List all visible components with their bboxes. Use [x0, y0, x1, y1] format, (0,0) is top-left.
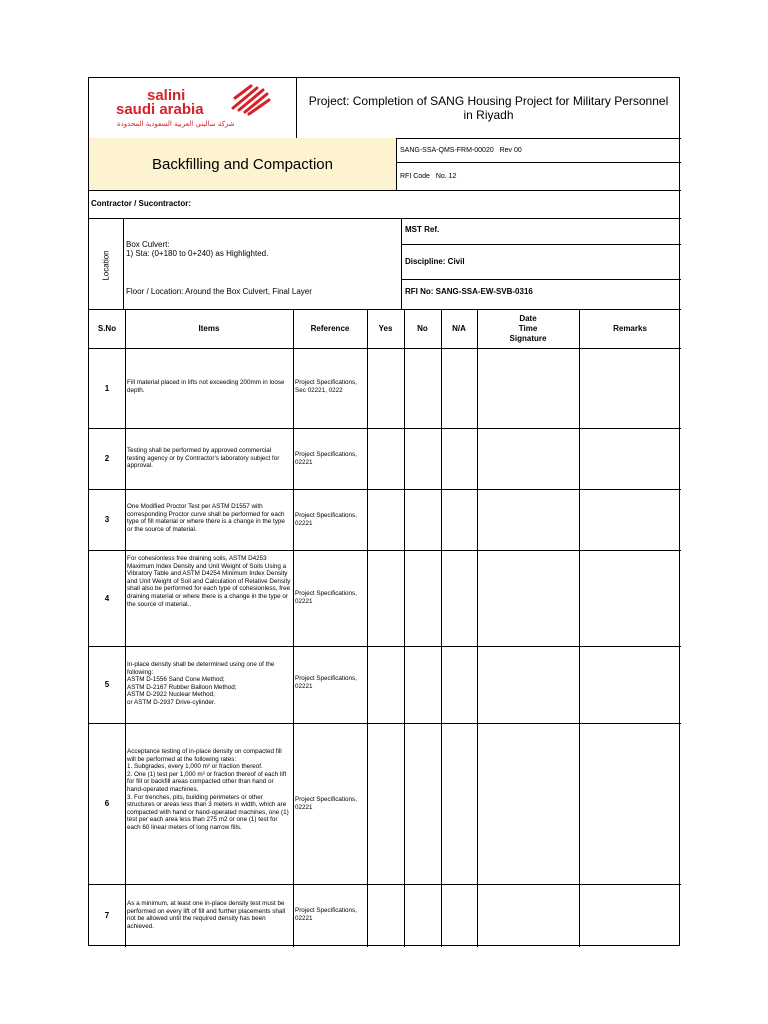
logo-line1: salini [147, 87, 186, 104]
row-3-item: One Modified Proctor Test per ASTM D1557 with corresponding Proctor curve shall be performed for each type of fill material or where there is a change in the type or the source of material. [127, 503, 285, 533]
header-signature: Signature [509, 333, 547, 343]
rfi-code-cell [400, 172, 570, 181]
row-7-reference: Project Specifications, 02221 [295, 907, 357, 922]
rfi-no: RFI No: SANG-SSA-EW-SVB-0316 [405, 287, 533, 296]
row-7-item: As a minimum, at least one in-place density test must be performed on every lift of fill and further placements shall not be allowed until the required density has been achieved. [127, 900, 286, 930]
floor-location: Floor / Location: Around the Box Culvert, Final Layer [126, 287, 312, 296]
rfi-code-label: RFI Code [400, 173, 430, 180]
logo-arabic: شركة ساليني العربية السعودية المحدودة [117, 120, 235, 128]
row-1-item: Fill material placed in lifts not exceeding 200mm in loose depth. [127, 379, 285, 394]
row-4-sno: 4 [104, 593, 110, 603]
row-2-reference: Project Specifications, 02221 [295, 451, 357, 466]
header-date: Date [519, 313, 537, 323]
header-no: No [417, 323, 428, 333]
contractor-label: Contractor / Sucontractor: [91, 199, 192, 208]
form-title: Backfilling and Compaction [89, 138, 396, 190]
row-3-reference: Project Specifications, 02221 [295, 512, 357, 527]
header-na: N/A [452, 323, 466, 333]
row-2-item: Testing shall be performed by approved commercial testing agency or by Contractor's laboratory subject for approval. [127, 447, 280, 470]
row-7-sno: 7 [104, 911, 110, 920]
company-logo [89, 78, 296, 138]
row-3-sno: 3 [104, 515, 110, 524]
location-label-cell [89, 235, 123, 295]
logo-mark-icon [89, 78, 296, 138]
mst-ref: MST Ref. [405, 225, 440, 234]
header-reference: Reference [310, 323, 350, 333]
header-items: Items [198, 323, 220, 333]
rfi-code-no: No. 12 [435, 173, 457, 180]
doc-code-cell [400, 146, 570, 155]
row-6-item: Acceptance testing of in-place density on compacted fill will be performed at the following rates: 1. Subgrades, every 1,000 m² or fraction thereof. 2. One (1) test per 1,000 m² or fraction thereof of each lift for fill or backfill areas compacted other than hand or hand-operated machines. 3. For trenches, pits, building perimeters or other structures or areas less than 3 meters in width, which are compacted with hand or hand-operated machines, one (1) test per each area less than 275 m2 or one (1) test for each 60 linear meters of long narrow fills. [127, 748, 289, 831]
rev: Rev 00 [499, 147, 522, 154]
header-sno: S.No [97, 323, 117, 333]
box-culvert: Box Culvert: [126, 240, 170, 249]
row-6-sno: 6 [104, 799, 110, 808]
header-time: Time [518, 323, 538, 333]
station-range: 1) Sta: (0+180 to 0+240) as Highlighted. [126, 249, 269, 258]
location-label: Location [101, 249, 111, 281]
header-yes: Yes [378, 323, 393, 333]
header-date-time-signature [477, 309, 579, 348]
row-5-reference: Project Specifications, 02221 [295, 675, 357, 690]
header-remarks: Remarks [613, 323, 647, 333]
discipline: Discipline: Civil [405, 257, 465, 266]
doc-code: SANG-SSA-QMS-FRM-00020 [400, 147, 494, 154]
row-1-reference: Project Specifications, Sec 02221, 0222 [295, 379, 357, 394]
logo-line2: saudi arabia [116, 101, 204, 118]
row-4-item: For cohesionless free draining soils, ASTM D4253 Maximum Index Density and Unit Weight of Soils Using a Vibratory Table and ASTM D4254 Minimum Index Density and Unit Weight of Soil and Calculation of Relative Density shall also be performed for each type of cohesionless, free draining material or where there is a change in the type or the source of material.. [127, 555, 291, 608]
row-4-reference: Project Specifications, 02221 [295, 590, 357, 605]
row-6-reference: Project Specifications, 02221 [295, 796, 357, 811]
inspection-form [88, 77, 680, 946]
row-1-sno: 1 [104, 383, 110, 393]
project-title: Project: Completion of SANG Housing Project for Military Personnel in Riyadh [308, 94, 669, 122]
row-5-item: In-place density shall be determined using one of the following: ASTM D-1556 Sand Cone Method; ASTM D-2167 Rubber Balloon Method; ASTM D-2922 Nuclear Method; or ASTM D-2937 Drive-cylinder. [127, 661, 275, 706]
row-5-sno: 5 [104, 680, 110, 689]
row-2-sno: 2 [104, 454, 110, 463]
